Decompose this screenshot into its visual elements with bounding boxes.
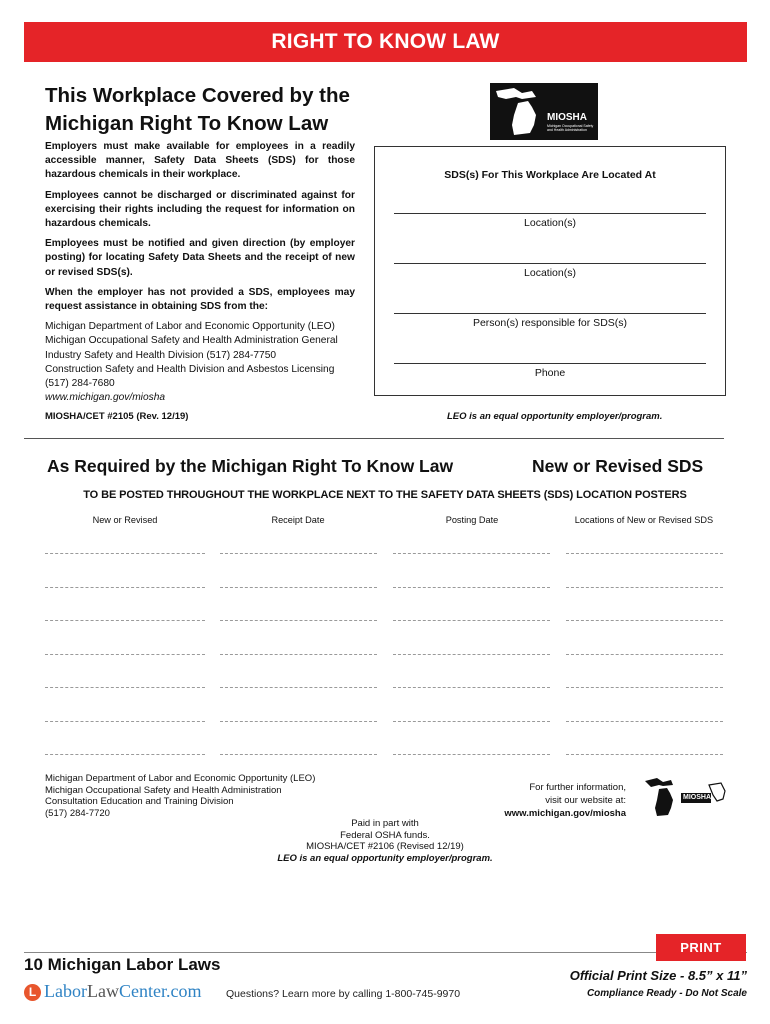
section-divider: [24, 438, 724, 439]
address-line: Michigan Department of Labor and Economic Opportunity (LEO): [45, 321, 335, 333]
blank-entry-line[interactable]: [393, 620, 550, 621]
blank-entry-line[interactable]: [566, 721, 723, 722]
blank-entry-line[interactable]: [393, 654, 550, 655]
column-header: New or Revised: [92, 515, 158, 525]
consultation-contact: [45, 773, 315, 819]
blank-entry-line[interactable]: [566, 553, 723, 554]
blank-entry-line[interactable]: [220, 721, 377, 722]
blank-entry-line[interactable]: [45, 620, 205, 621]
miosha-logo: [490, 83, 598, 140]
brand-part-3: Center.com: [118, 981, 202, 1001]
column-header: Locations of New or Revised SDS: [574, 515, 714, 525]
funding-line: Paid in part with: [351, 818, 419, 829]
form-revision-2: MIOSHA/CET #2106 (Revised 12/19): [306, 841, 464, 852]
laborlawcenter-logo[interactable]: [24, 981, 201, 1002]
blank-entry-line[interactable]: [393, 721, 550, 722]
address-line: Industry Safety and Health Division (517) 284-7750: [45, 349, 277, 361]
blank-entry-line[interactable]: [45, 587, 205, 588]
website-link[interactable]: www.michigan.gov/miosha: [45, 392, 166, 404]
print-button[interactable]: PRINT: [656, 934, 746, 961]
column-header: Receipt Date: [271, 515, 325, 525]
logo-text: MIOSHA: [547, 112, 587, 123]
responsible-person-field[interactable]: [394, 313, 706, 314]
questions-phone: Questions? Learn more by calling 1-800-745-9970: [226, 988, 461, 1000]
eeo-statement-2: LEO is an equal opportunity employer/program.: [277, 852, 493, 864]
blank-entry-line[interactable]: [45, 553, 205, 554]
section-heading: As Required by the Michigan Right To Know Law: [47, 456, 454, 476]
blank-entry-line[interactable]: [220, 620, 377, 621]
miosha-logo-small: [643, 775, 727, 819]
phone-field[interactable]: [394, 363, 706, 364]
column-header: Posting Date: [445, 515, 499, 525]
info-line: For further information,: [529, 782, 626, 793]
official-print-size: Official Print Size - 8.5” x 11”: [569, 968, 747, 983]
blank-entry-line[interactable]: [393, 754, 550, 755]
blank-entry-line[interactable]: [566, 654, 723, 655]
form-revision: MIOSHA/CET #2105 (Rev. 12/19): [45, 411, 189, 422]
funding-line: Federal OSHA funds.: [340, 829, 430, 841]
sds-location-box: [374, 146, 726, 396]
contact-line: Michigan Occupational Safety and Health Administration: [45, 784, 282, 796]
section-heading-right: New or Revised SDS: [532, 456, 704, 476]
address-line: Construction Safety and Health Division and Asbestos Licensing: [45, 363, 335, 375]
blank-entry-line[interactable]: [45, 687, 205, 688]
page-number-label: 10 Michigan Labor Laws: [24, 955, 221, 974]
address-block: [45, 320, 355, 405]
para-notification: Employees must be notified and given direction (by employer posting) for locating Safety Data Sheets and the receipt of new or revised SDS(s).: [45, 238, 355, 278]
page-title: [45, 82, 375, 138]
location-label-2: Location(s): [524, 267, 576, 279]
eeo-statement: LEO is an equal opportunity employer/program.: [447, 411, 663, 422]
blank-entry-line[interactable]: [393, 553, 550, 554]
blank-entry-line[interactable]: [220, 754, 377, 755]
blank-entry-line[interactable]: [393, 687, 550, 688]
bottom-divider: [24, 952, 747, 953]
location-label-1: Location(s): [524, 217, 576, 229]
blank-entry-line[interactable]: [45, 721, 205, 722]
location-field-2[interactable]: [394, 263, 706, 264]
mini-logo-text: MIOSHA: [683, 794, 711, 801]
blank-entry-line[interactable]: [220, 587, 377, 588]
blank-entry-line[interactable]: [566, 687, 723, 688]
rights-text: [45, 140, 355, 405]
blank-entry-line[interactable]: [566, 587, 723, 588]
para-request-assistance: When the employer has not provided a SDS, employees may request assistance in obtaining SDS from the:: [45, 286, 355, 313]
further-info: [440, 781, 626, 820]
sds-box-heading: SDS(s) For This Workplace Are Located At: [444, 169, 656, 181]
michigan-map-icon: [492, 85, 548, 138]
logo-subtext: Michigan Occupational Safety and Health Administration: [547, 124, 594, 132]
brand-badge-icon: L: [24, 984, 41, 1001]
title-line-2: Michigan Right To Know Law: [45, 112, 329, 135]
title-line-1: This Workplace Covered by the: [45, 84, 350, 107]
blank-entry-line[interactable]: [220, 654, 377, 655]
para-sds-availability: Employers must make available for employees in a readily accessible manner, Safety Data Sheets (SDS) for those hazardous chemicals in their workplace.: [45, 141, 355, 181]
phone-label: Phone: [534, 367, 566, 379]
blank-entry-line[interactable]: [566, 754, 723, 755]
address-line: (517) 284-7680: [45, 378, 115, 390]
funding-note: [270, 818, 500, 864]
contact-line: Michigan Department of Labor and Economic Opportunity (LEO): [45, 773, 316, 784]
brand-part-2: Law: [86, 981, 119, 1001]
blank-entry-line[interactable]: [566, 620, 723, 621]
compliance-note: Compliance Ready - Do Not Scale: [586, 988, 747, 999]
blank-entry-line[interactable]: [220, 687, 377, 688]
para-no-discrimination: Employees cannot be discharged or discriminated against for exercising their rights including the request for information on hazardous chemicals.: [45, 189, 355, 230]
blank-entry-line[interactable]: [220, 553, 377, 554]
address-line: Michigan Occupational Safety and Health Administration General: [45, 335, 338, 347]
info-line: visit our website at:: [545, 795, 626, 806]
blank-entry-line[interactable]: [45, 654, 205, 655]
location-field-1[interactable]: [394, 213, 706, 214]
contact-line: (517) 284-7720: [45, 807, 110, 819]
blank-entry-line[interactable]: [393, 587, 550, 588]
posting-instruction: TO BE POSTED THROUGHOUT THE WORKPLACE NEXT TO THE SAFETY DATA SHEETS (SDS) LOCATION POSTERS: [83, 489, 687, 501]
contact-line: Consultation Education and Training Division: [45, 796, 234, 807]
responsible-person-label: Person(s) responsible for SDS(s): [472, 317, 628, 329]
blank-entry-line[interactable]: [45, 754, 205, 755]
brand-part-1: Labor: [44, 981, 87, 1001]
page-banner: RIGHT TO KNOW LAW: [24, 22, 747, 62]
footer-website-link[interactable]: www.michigan.gov/miosha: [504, 808, 626, 819]
